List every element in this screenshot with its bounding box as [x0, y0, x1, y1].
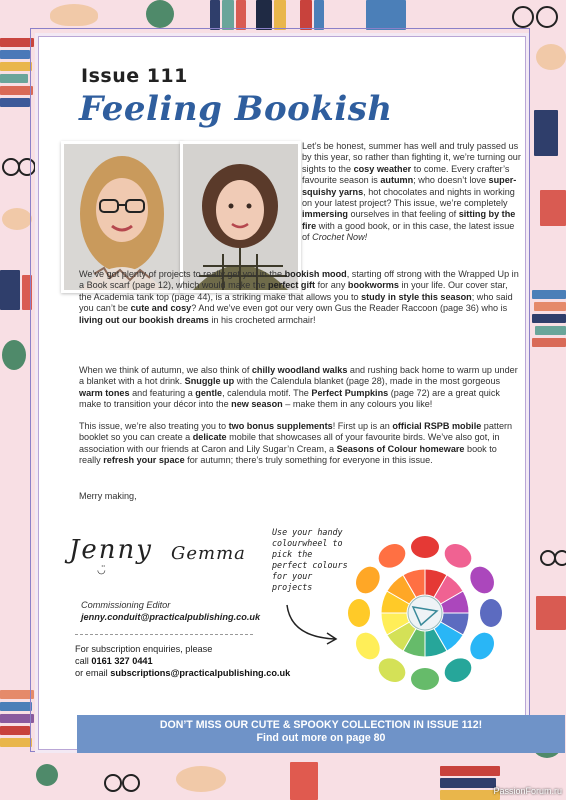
glasses-decoration — [104, 774, 122, 792]
book-spine-decoration — [534, 110, 558, 156]
emphasis-text: Seasons of Colour homeware — [336, 443, 465, 454]
book-spine-decoration — [0, 690, 34, 699]
emphasis-text: sitting by the fire — [302, 209, 516, 231]
emphasis-text: immersing — [302, 209, 348, 220]
colourwheel-note: Use your handy colourwheel to pick the perfect colours for your projects — [272, 527, 348, 592]
body-text-run: in his crocheted armchair! — [208, 314, 316, 325]
book-spine-decoration — [440, 778, 496, 788]
body-text-run: Merry making, — [79, 491, 137, 501]
body-text-run: with the Calendula blanket (page 28), made in the most gorgeous — [234, 376, 501, 387]
emphasis-text: bookworms — [347, 280, 399, 291]
divider — [75, 634, 253, 635]
book-spine-decoration — [536, 596, 566, 630]
emphasis-text: bookish mood — [284, 269, 347, 279]
emphasis-text: perfect gift — [268, 280, 316, 291]
plant-decoration — [146, 0, 174, 28]
promo-headline: DON’T MISS OUR CUTE & SPOOKY COLLECTION IN ISSUE 112! — [159, 719, 483, 731]
call-prefix: call — [75, 656, 92, 666]
emphasis-text: living out our bookish dreams — [79, 314, 209, 325]
book-spine-decoration — [0, 270, 20, 310]
book-spine-decoration — [540, 190, 566, 226]
emphasis-text: autumn — [380, 175, 414, 186]
issue-label: Issue 111 — [81, 65, 188, 87]
book-spine-decoration — [0, 738, 32, 747]
body-text-run: for autumn; there’s truly something for everyone in this issue. — [184, 455, 433, 466]
body-text-run: for any — [315, 280, 348, 291]
cat-decoration — [50, 4, 98, 26]
body-text-run: ! First up is an — [332, 421, 393, 431]
body-text-run: , hot chocolates and nights in working on your latest project? This issue, we’re completely — [302, 186, 515, 209]
emphasis-text: gentle — [195, 387, 223, 398]
promo-banner[interactable] — [77, 715, 565, 753]
wheel-hub — [408, 596, 442, 630]
book-spine-decoration — [0, 74, 28, 83]
body-text-run: This issue, we’re also treating you to — [79, 421, 229, 431]
book-spine-decoration — [0, 98, 30, 107]
body-text-run: ? And we’ve even got our very own Gus the Reader Raccoon (page 36) who is — [191, 303, 508, 314]
book-spine-decoration — [274, 0, 286, 30]
body-text-run: in your life. Our cover star, the Academia tank top (page 44), is a striking make that allows you to — [79, 280, 508, 302]
book-spine-decoration — [222, 0, 234, 30]
book-spine-decoration — [532, 290, 566, 299]
body-text-run: and rushing back home to warm up under a blanket with a hot drink. — [79, 365, 518, 387]
book-spine-decoration — [256, 0, 272, 30]
watermark: PassionForum.ru — [493, 786, 562, 796]
body-text-run: to come. Every crafter’s favourite season is — [302, 163, 510, 186]
subscription-info — [75, 643, 335, 679]
book-spine-decoration — [300, 0, 312, 30]
body-text-run: ; who said you can’t be — [79, 291, 513, 314]
body-text-run: ; who doesn’t love — [413, 175, 489, 186]
editor-role: Commissioning Editor — [81, 600, 171, 610]
subscription-phone[interactable]: 0161 327 0441 — [91, 656, 153, 666]
emphasis-text: delicate — [192, 432, 227, 443]
intro-paragraph — [302, 141, 522, 244]
body-text-run: , calendula motif. The — [222, 387, 312, 398]
italic-text: Crochet Now! — [312, 232, 368, 243]
yarn-ball — [480, 599, 502, 627]
cat-decoration — [176, 766, 226, 792]
emphasis-text: cosy weather — [353, 163, 412, 174]
book-spine-decoration — [0, 714, 34, 723]
book-spine-decoration — [22, 275, 32, 310]
yarn-ball — [411, 536, 439, 558]
book-spine-decoration — [210, 0, 220, 30]
body-text-run: , starting off strong with the Wrapped Up in a Book scarf (page 12), which would make the — [79, 269, 519, 291]
page-title: Feeling Bookish — [79, 89, 393, 129]
emphasis-text: Snuggle up — [184, 376, 235, 387]
emphasis-text: two bonus supplements — [228, 421, 333, 431]
book-spine-decoration — [0, 62, 32, 71]
emphasis-text: chilly woodland walks — [251, 365, 348, 375]
emphasis-text: Perfect Pumpkins — [311, 387, 389, 398]
arrow-icon — [283, 603, 343, 647]
yarn-ball — [348, 599, 370, 627]
body-text-run: – make them in any colours you like! — [282, 399, 433, 410]
editor-email-link[interactable]: jenny.conduit@practicalpublishing.co.uk — [81, 612, 261, 622]
book-spine-decoration — [532, 314, 566, 323]
emphasis-text: cute and cosy — [130, 303, 192, 314]
smiley-icon: ◡̈ — [97, 565, 106, 576]
book-spine-decoration — [0, 726, 30, 735]
book-spine-decoration — [0, 86, 33, 95]
plant-decoration — [36, 764, 58, 786]
book-spine-decoration — [440, 766, 500, 776]
emphasis-text: warm tones — [79, 387, 130, 398]
body-text-run: mobile that showcases all of your favourite birds. We’ve also got, in association with our friends at Caron and Lily Sugar’n Cream, a — [79, 432, 500, 454]
colour-wheel — [341, 529, 509, 697]
glasses-decoration — [536, 6, 558, 28]
sign-off — [79, 491, 279, 502]
projects-paragraph — [79, 269, 519, 326]
plant-decoration — [2, 340, 26, 370]
book-spine-decoration — [0, 50, 30, 59]
body-text-run: and featuring a — [129, 387, 196, 398]
book-spine-decoration — [0, 702, 32, 711]
book-spine-decoration — [440, 790, 500, 800]
book-spine-decoration — [534, 302, 566, 311]
book-spine-decoration — [236, 0, 246, 30]
book-spine-decoration — [532, 338, 566, 347]
body-text-run: book to really — [79, 443, 497, 466]
emphasis-text: study in style this season — [361, 291, 472, 302]
autumn-paragraph — [79, 365, 519, 411]
colour-wheel-graphic — [341, 529, 509, 697]
editorial-page — [38, 36, 526, 750]
body-text-run: with a good book, or in this case, the latest issue of — [302, 220, 515, 243]
glasses-decoration — [18, 158, 36, 176]
body-text-run: Let’s be honest, summer has well and truly passed us by this year, so rather than fighting it, we’re turning our sights to the — [302, 141, 521, 174]
book-spine-decoration — [314, 0, 324, 30]
book-spine-decoration — [366, 0, 406, 30]
emphasis-text: new season — [231, 399, 283, 410]
supplements-paragraph — [79, 421, 519, 467]
body-text-run: We’ve got plenty of projects to really get you in the — [79, 269, 285, 279]
body-text-run: When we think of autumn, we also think of — [79, 365, 252, 375]
promo-banner-text — [77, 719, 565, 745]
emphasis-text: official RSPB mobile — [392, 421, 482, 431]
subscription-intro: For subscription enquiries, please — [75, 644, 213, 654]
book-spine-decoration — [535, 326, 566, 335]
signature-jenny: Jenny — [69, 535, 153, 565]
promo-subline: Find out more on page 80 — [256, 732, 386, 744]
glasses-decoration — [554, 550, 566, 566]
body-text-run: pattern booklet so you can create a — [79, 421, 513, 443]
emphasis-text: refresh your space — [103, 455, 185, 466]
yarn-ball — [411, 668, 439, 690]
cat-decoration — [2, 208, 32, 230]
book-spine-decoration — [0, 38, 34, 47]
book-spine-decoration — [290, 762, 318, 800]
subscription-email-link[interactable]: subscriptions@practicalpublishing.co.uk — [110, 668, 291, 678]
glasses-decoration — [122, 774, 140, 792]
emphasis-text: super-squishy yarns — [302, 175, 517, 197]
body-text-run: (page 72) are a great quick make to transition your décor into the — [79, 387, 500, 410]
email-prefix: or email — [75, 668, 111, 678]
body-text-run: ourselves in that feeling of — [348, 209, 459, 220]
signature-gemma: Gemma — [171, 543, 246, 564]
glasses-decoration — [512, 6, 534, 28]
cat-decoration — [536, 44, 566, 70]
